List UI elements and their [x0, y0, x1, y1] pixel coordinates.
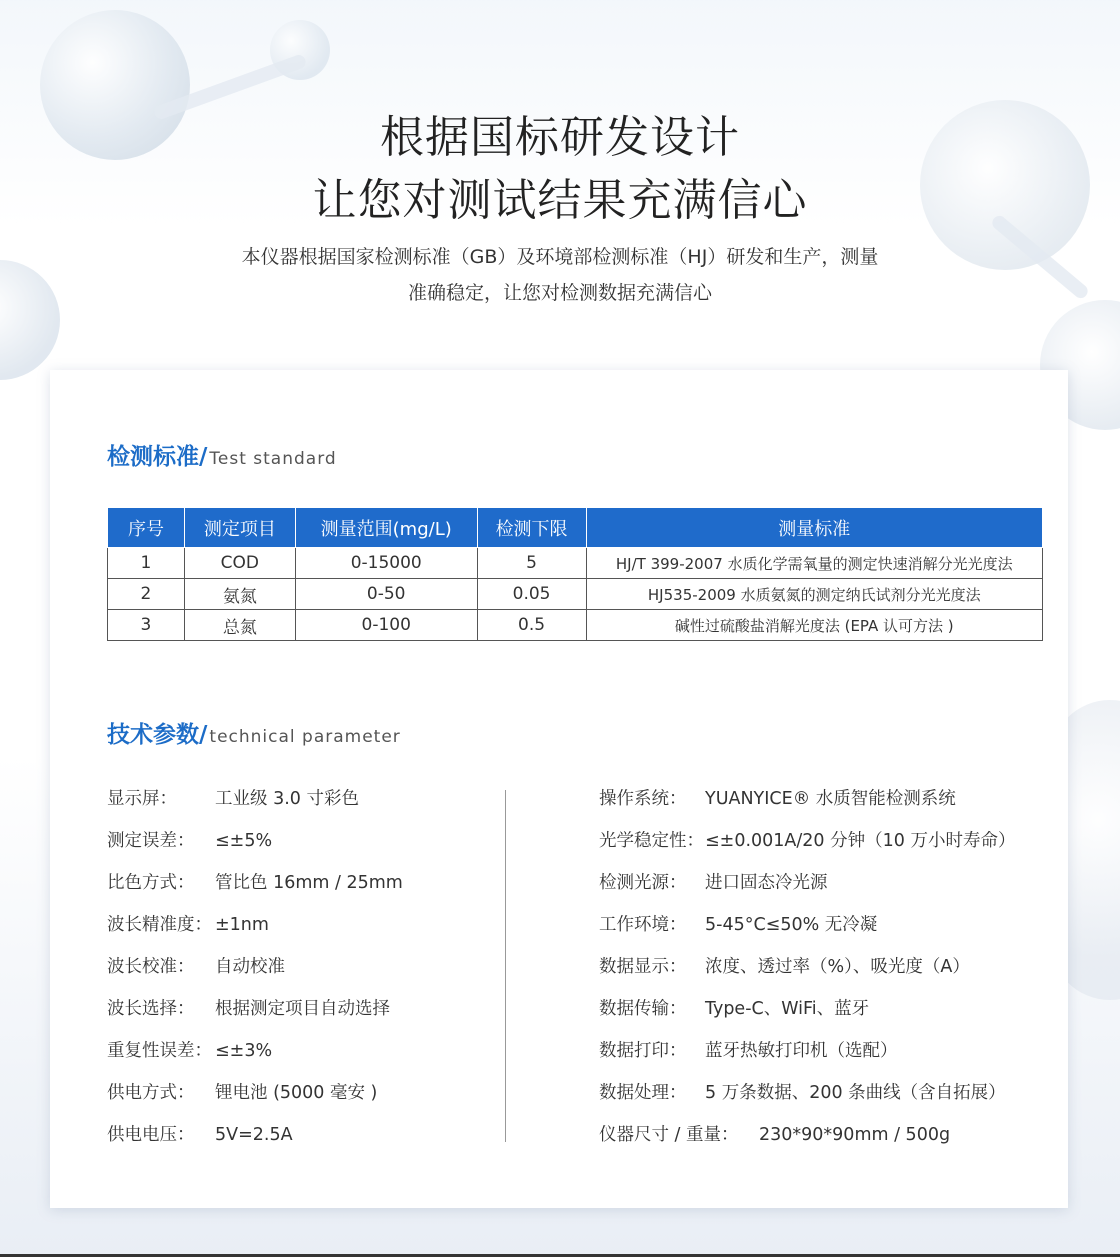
header-range: 测量范围(mg/L): [295, 508, 477, 548]
param-row: [107, 1030, 403, 1072]
param-row: [107, 1072, 403, 1114]
param-row: [599, 778, 1015, 820]
param-value: 自动校准: [215, 957, 285, 977]
param-value: YUANYICE® 水质智能检测系统: [705, 789, 956, 809]
cell-item: 总氮: [184, 610, 295, 641]
param-row: [107, 946, 403, 988]
param-key: 数据打印：: [599, 1041, 687, 1061]
params-left-column: [107, 778, 403, 1156]
param-value: 5V=2.5A: [215, 1125, 293, 1145]
cell-limit: 0.05: [477, 579, 586, 610]
params-right-column: [599, 778, 1015, 1156]
param-value: ±1nm: [215, 915, 269, 935]
test-standard-table: [107, 507, 1043, 641]
hero-subtitle-line2: 准确稳定，让您对检测数据充满信心: [407, 282, 712, 304]
param-row: [107, 820, 403, 862]
param-row: [599, 946, 1015, 988]
cell-standard: HJ535-2009 水质氨氮的测定纳氏试剂分光光度法: [586, 579, 1042, 610]
param-key: 波长校准：: [107, 957, 195, 977]
table-row: [108, 548, 1043, 579]
hero-title-line1: 根据国标研发设计: [380, 112, 740, 163]
test-standard-title-en: Test standard: [209, 449, 337, 469]
header-index: 序号: [108, 508, 185, 548]
technical-parameter-title-cn: 技术参数/: [107, 722, 208, 748]
table-row: [108, 579, 1043, 610]
param-value: 管比色 16mm / 25mm: [215, 873, 403, 893]
param-key: 波长选择：: [107, 999, 195, 1019]
param-key: 仪器尺寸 / 重量：: [599, 1125, 739, 1145]
param-value: 5-45°C≤50% 无冷凝: [705, 915, 878, 935]
param-value: ≤±5%: [215, 831, 273, 851]
table-row: [108, 610, 1043, 641]
test-standard-title-cn: 检测标准/: [107, 444, 208, 470]
cell-item: 氨氮: [184, 579, 295, 610]
param-row: [599, 1030, 1015, 1072]
param-row: [107, 904, 403, 946]
param-row: [599, 820, 1015, 862]
cell-standard: HJ/T 399-2007 水质化学需氧量的测定快速消解分光光度法: [586, 548, 1042, 579]
param-row: [107, 778, 403, 820]
cell-range: 0-100: [295, 610, 477, 641]
spec-card: [50, 370, 1068, 1208]
param-value: 5 万条数据、200 条曲线（含自拓展）: [705, 1083, 1006, 1103]
param-row: [107, 862, 403, 904]
param-row: [599, 862, 1015, 904]
param-value: 蓝牙热敏打印机（选配）: [705, 1041, 898, 1061]
header-limit: 检测下限: [477, 508, 586, 548]
param-key: 检测光源：: [599, 873, 687, 893]
param-key: 波长精准度：: [107, 915, 212, 935]
param-key: 显示屏：: [107, 789, 177, 809]
param-value: 根据测定项目自动选择: [215, 999, 390, 1019]
param-row: [599, 904, 1015, 946]
param-key: 测定误差：: [107, 831, 195, 851]
cell-index: 1: [108, 548, 185, 579]
param-row: [107, 1114, 403, 1156]
cell-limit: 0.5: [477, 610, 586, 641]
hero-title-line2: 让您对测试结果充满信心: [312, 175, 808, 226]
param-value: 进口固态冷光源: [705, 873, 828, 893]
param-key: 比色方式：: [107, 873, 195, 893]
param-key: 数据传输：: [599, 999, 687, 1019]
cell-item: COD: [184, 548, 295, 579]
cell-standard: 碱性过硫酸盐消解光度法 (EPA 认可方法 ): [586, 610, 1042, 641]
param-key: 工作环境：: [599, 915, 687, 935]
param-row: [107, 988, 403, 1030]
param-value: ≤±0.001A/20 分钟（10 万小时寿命）: [705, 831, 1016, 851]
param-key: 光学稳定性：: [599, 831, 704, 851]
param-value: 浓度、透过率（%）、吸光度（A）: [705, 957, 970, 977]
column-divider: [505, 790, 506, 1142]
cell-limit: 5: [477, 548, 586, 579]
header-standard: 测量标准: [586, 508, 1042, 548]
param-key: 供电方式：: [107, 1083, 195, 1103]
test-standard-heading: [107, 438, 337, 471]
param-row: [599, 1114, 1015, 1156]
param-value: Type-C、WiFi、蓝牙: [705, 999, 870, 1019]
param-key: 数据处理：: [599, 1083, 687, 1103]
technical-parameter-title-en: technical parameter: [209, 727, 401, 747]
param-key: 供电电压：: [107, 1125, 195, 1145]
param-value: 230*90*90mm / 500g: [759, 1125, 951, 1145]
param-row: [599, 1072, 1015, 1114]
param-key: 数据显示：: [599, 957, 687, 977]
param-key: 操作系统：: [599, 789, 687, 809]
param-value: 工业级 3.0 寸彩色: [215, 789, 359, 809]
cell-index: 2: [108, 579, 185, 610]
cell-index: 3: [108, 610, 185, 641]
hero-subtitle-line1: 本仪器根据国家检测标准（GB）及环境部检测标准（HJ）研发和生产，测量: [241, 246, 879, 268]
header-item: 测定项目: [184, 508, 295, 548]
cell-range: 0-50: [295, 579, 477, 610]
table-header-row: [108, 508, 1043, 548]
param-value: ≤±3%: [215, 1041, 273, 1061]
param-key: 重复性误差：: [107, 1041, 212, 1061]
cell-range: 0-15000: [295, 548, 477, 579]
param-row: [599, 988, 1015, 1030]
param-value: 锂电池 (5000 毫安 ): [215, 1083, 378, 1103]
technical-parameter-heading: [107, 716, 401, 749]
